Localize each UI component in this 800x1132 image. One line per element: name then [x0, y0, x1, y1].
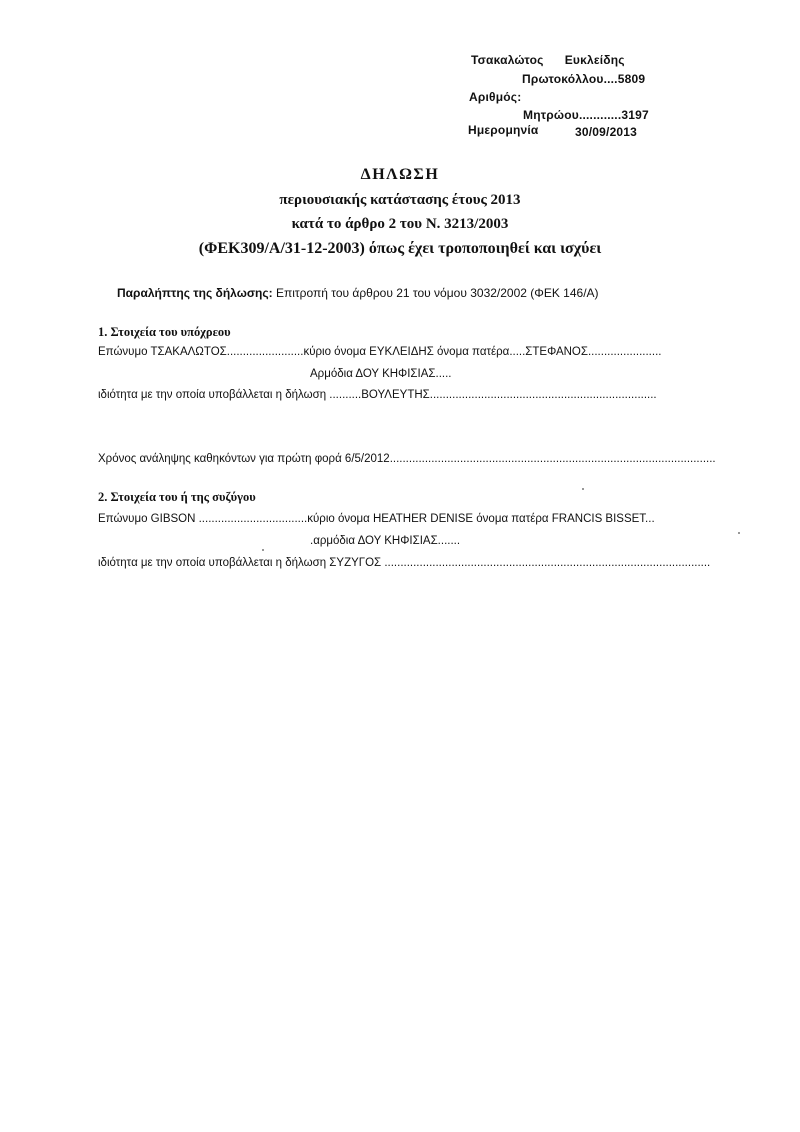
- doc-subtitle-gazette: (ΦΕΚ309/Α/31-12-2003) όπως έχει τροποποιηθεί και ισχύει: [198, 240, 602, 257]
- scan-speck: [262, 549, 264, 551]
- section1-tax-office-line: Αρμόδια ΔΟΥ ΚΗΦΙΣΙΑΣ.....: [310, 368, 452, 380]
- recipient-line: [117, 286, 599, 300]
- recipient-label: Παραλήπτης της δήλωσης:: [117, 286, 273, 300]
- section2-name-line: Επώνυμο GIBSON ..................................κύριο όνομα HEATHER DENISE όνομα πατέρα FRANCIS BISSET...: [98, 513, 655, 525]
- doc-subtitle-year: περιουσιακής κατάστασης έτους 2013: [279, 192, 521, 208]
- header-registry: Μητρώου............3197: [523, 108, 649, 122]
- section1-start-date-line: Χρόνος ανάληψης καθηκόντων για πρώτη φορά 6/5/2012......................................................................................................: [98, 453, 716, 465]
- header-surname: Τσακαλώτος: [471, 53, 544, 67]
- recipient-value: Επιτροπή του άρθρου 21 του νόμου 3032/2002 (ΦΕΚ 146/Α): [275, 286, 599, 300]
- doc-subtitle-law: κατά το άρθρο 2 του Ν. 3213/2003: [291, 216, 509, 232]
- scan-speck: [582, 488, 584, 490]
- header-protocol: Πρωτοκόλλου....5809: [522, 72, 646, 86]
- doc-title: ΔΗΛΩΣΗ: [360, 166, 440, 183]
- section1-heading: 1. Στοιχεία του υπόχρεου: [98, 325, 231, 339]
- section2-heading: 2. Στοιχεία του ή της συζύγου: [98, 490, 256, 504]
- header-firstname: Ευκλείδης: [564, 53, 625, 67]
- section2-capacity-line: ιδιότητα με την οποία υποβάλλεται η δήλωση ΣΥΖΥΓΟΣ ......................................................................................................: [98, 557, 711, 569]
- header-date-value: 30/09/2013: [575, 125, 638, 139]
- header-name: [471, 53, 625, 67]
- header-number-label: Αριθμός:: [469, 90, 522, 104]
- section1-capacity-line: ιδιότητα με την οποία υποβάλλεται η δήλωση ..........ΒΟΥΛΕΥΤΗΣ.......................................................................: [98, 389, 657, 401]
- header-date-label: Ημερομηνία: [468, 123, 539, 137]
- scan-speck: [738, 532, 740, 534]
- section2-tax-office-line: .αρμόδια ΔΟΥ ΚΗΦΙΣΙΑΣ.......: [310, 535, 461, 547]
- section1-name-line: Επώνυμο ΤΣΑΚΑΛΩΤΟΣ........................κύριο όνομα ΕΥΚΛΕΙΔΗΣ όνομα πατέρα.....ΣΤΕΦΑΝΟΣ.......................: [98, 346, 662, 358]
